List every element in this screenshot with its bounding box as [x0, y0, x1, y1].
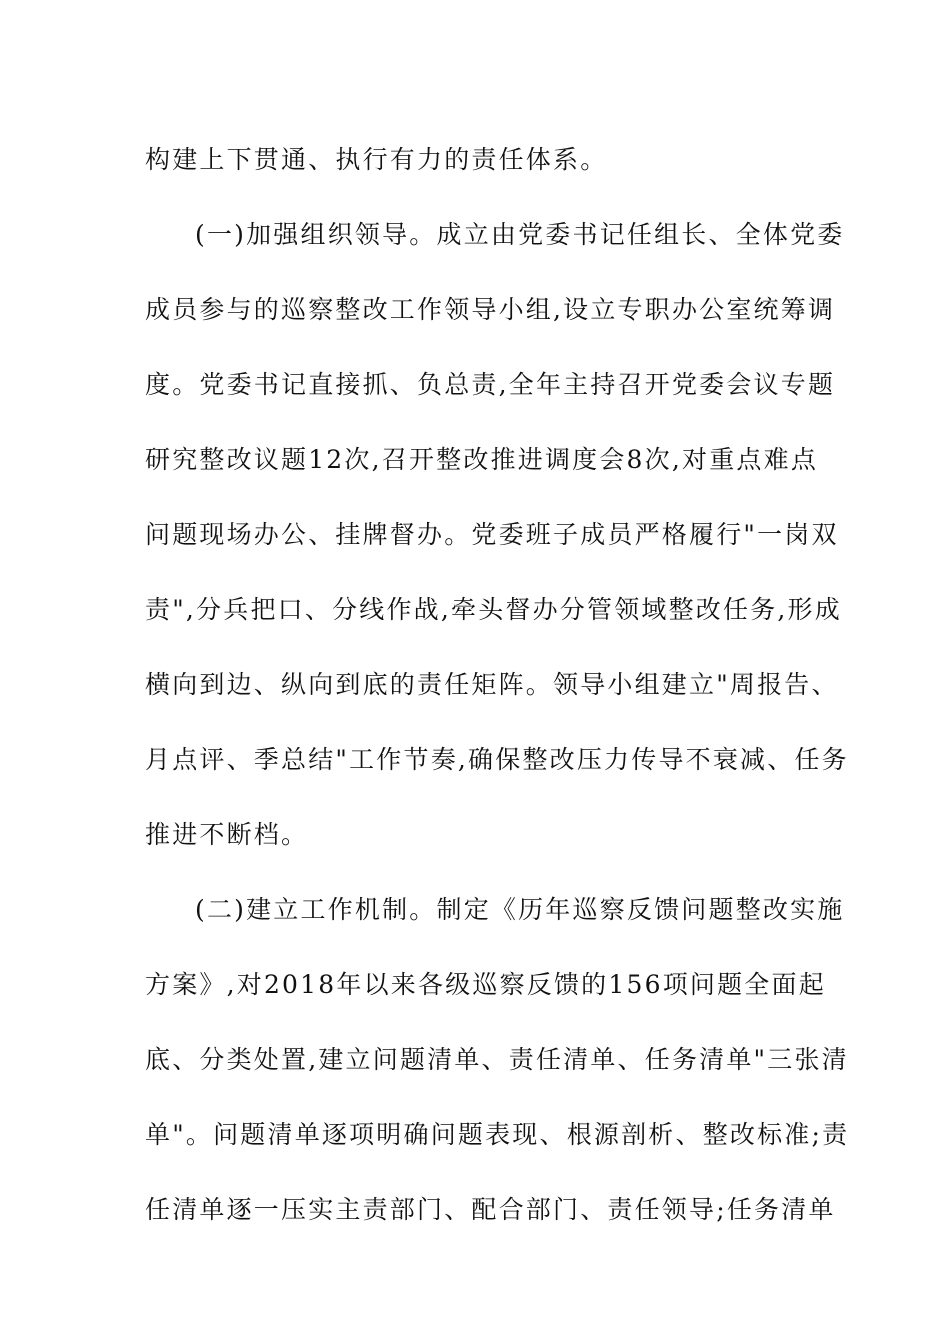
text-line-heading: (一)加强组织领导。成立由党委书记任组长、全体党委: [195, 220, 845, 249]
text-line: 横向到边、纵向到底的责任矩阵。领导小组建立"周报告、: [145, 670, 839, 699]
text-line: 成员参与的巡察整改工作领导小组,设立专职办公室统筹调: [145, 295, 836, 324]
text-line: 月点评、季总结"工作节奏,确保整改压力传导不衰减、任务: [145, 745, 849, 774]
text-line: 责",分兵把口、分线作战,牵头督办分管领域整改任务,形成: [145, 595, 842, 624]
text-line: 任清单逐一压实主责部门、配合部门、责任领导;任务清单: [145, 1195, 836, 1224]
text-line: 底、分类处置,建立问题清单、责任清单、任务清单"三张清: [145, 1045, 849, 1074]
text-line: 问题现场办公、挂牌督办。党委班子成员严格履行"一岗双: [145, 520, 839, 549]
document-page: [145, 122, 850, 1247]
text-line: 研究整改议题12次,召开整改推进调度会8次,对重点难点: [145, 445, 819, 474]
text-line-heading: (二)建立工作机制。制定《历年巡察反馈问题整改实施: [195, 895, 845, 924]
paragraph-work-mechanism: [145, 872, 850, 1247]
paragraph-intro-tail: [145, 122, 805, 197]
text-line: 方案》,对2018年以来各级巡察反馈的156项问题全面起: [145, 970, 826, 999]
text-line: 单"。问题清单逐项明确问题表现、根源剖析、整改标准;责: [145, 1120, 850, 1149]
text-line: 度。党委书记直接抓、负总责,全年主持召开党委会议专题: [145, 370, 836, 399]
text-line: 推进不断档。: [145, 820, 309, 849]
paragraph-organization-leadership: [145, 197, 849, 872]
text-line: 构建上下贯通、执行有力的责任体系。: [145, 145, 608, 174]
